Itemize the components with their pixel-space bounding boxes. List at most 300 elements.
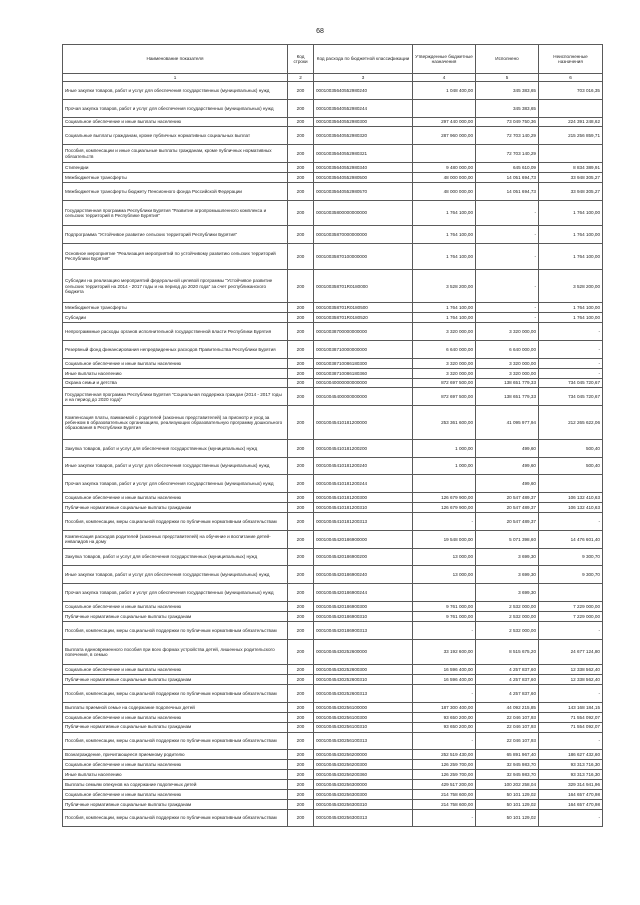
column-number: 1	[63, 74, 288, 82]
row-approved-cell: 9 761 000,00	[413, 602, 476, 612]
row-line-code-cell: 200	[288, 732, 314, 750]
row-budget-code-cell: 00010045420186900200	[314, 548, 413, 566]
row-budget-code-cell: 00010045430252600313	[314, 685, 413, 703]
row-line-code-cell: 200	[288, 406, 314, 440]
table-row	[63, 760, 603, 770]
row-line-code-cell: 200	[288, 584, 314, 602]
row-line-code-cell: 200	[288, 182, 314, 200]
row-executed-cell: 3 699,30	[476, 548, 539, 566]
row-budget-code-cell: 00010045430256200360	[314, 770, 413, 780]
row-budget-code-cell: 00010045430256300000	[314, 780, 413, 790]
row-remaining-cell: 500,40	[539, 439, 603, 457]
row-line-code-cell: 200	[288, 303, 314, 313]
row-name-cell: Иные закупки товаров, работ и услуг для обеспечения государственных (муниципальных) нужд	[63, 82, 288, 100]
row-line-code-cell: 200	[288, 530, 314, 548]
row-name-cell: Компенсация платы, взимаемой с родителей (законных представителей) за присмотр и уход за ребенком в образовательных организациях, реализующих образовательную программу дошкольного образования в Республике Бурятия	[63, 406, 288, 440]
row-approved-cell: 1 764 100,00	[413, 226, 476, 244]
row-executed-cell: 499,60	[476, 457, 539, 475]
row-name-cell: Закупка товаров, работ и услуг для обеспечения государственных (муниципальных) нужд	[63, 439, 288, 457]
row-remaining-cell: -	[539, 341, 603, 359]
row-name-cell: Публичные нормативные социальные выплаты гражданам	[63, 611, 288, 621]
row-name-cell: Стипендии	[63, 163, 288, 173]
row-budget-code-cell: 00010045410181200244	[314, 475, 413, 493]
row-approved-cell	[413, 99, 476, 117]
table-row	[63, 602, 603, 612]
row-budget-code-cell: 00010045410181200313	[314, 513, 413, 531]
row-name-cell: Иные закупки товаров, работ и услуг для обеспечения государственных (муниципальных) нужд	[63, 457, 288, 475]
header-name: Наименование показателя	[63, 45, 288, 74]
row-budget-code-cell: 00010045430256200000	[314, 750, 413, 760]
row-approved-cell: 16 596 400,00	[413, 675, 476, 685]
row-approved-cell	[413, 145, 476, 163]
table-row	[63, 244, 603, 270]
row-line-code-cell: 200	[288, 685, 314, 703]
table-row	[63, 665, 603, 675]
row-executed-cell: 2 532 000,00	[476, 621, 539, 639]
row-line-code-cell: 200	[288, 475, 314, 493]
row-line-code-cell: 200	[288, 117, 314, 127]
row-budget-code-cell: 00010045420186900244	[314, 584, 413, 602]
row-line-code-cell: 200	[288, 770, 314, 780]
row-remaining-cell: 14 476 601,40	[539, 530, 603, 548]
row-remaining-cell: 500,40	[539, 457, 603, 475]
table-row	[63, 685, 603, 703]
table-row	[63, 313, 603, 323]
row-budget-code-cell: 00010045420186900310	[314, 611, 413, 621]
row-name-cell: Субсидии на реализацию мероприятий федеральной целевой программы "Устойчивое развитие сельских территорий на 2014 - 2017 годы и на период до 2020 года" за счет республиканского бюджета	[63, 269, 288, 303]
row-line-code-cell: 200	[288, 639, 314, 665]
row-executed-cell: 645 610,09	[476, 163, 539, 173]
row-remaining-cell: -	[539, 809, 603, 827]
row-name-cell: Подпрограмма "Устойчивое развитие сельских территорий Республики Бурятия"	[63, 226, 288, 244]
row-name-cell: Пособия, компенсации и иные социальные выплаты гражданам, кроме публичных нормативных обязательств	[63, 145, 288, 163]
column-number: 2	[288, 74, 314, 82]
row-name-cell: Пособия, компенсации, меры социальной поддержки по публичным нормативным обязательствам	[63, 809, 288, 827]
row-name-cell: Вознаграждение, причитающееся приемному родителю	[63, 750, 288, 760]
table-row	[63, 99, 603, 117]
row-budget-code-cell: 00010045430252600310	[314, 675, 413, 685]
row-budget-code-cell: 00010045420186900300	[314, 602, 413, 612]
row-line-code-cell: 200	[288, 172, 314, 182]
row-approved-cell: 253 361 600,00	[413, 406, 476, 440]
row-executed-cell: 3 699,30	[476, 584, 539, 602]
row-name-cell: Государственная программа Республики Бурятия "Развитие агропромышленного комплекса и сельских территорий в Республике Бурятия"	[63, 200, 288, 226]
row-approved-cell: 126 679 900,00	[413, 493, 476, 503]
row-remaining-cell: 734 045 720,67	[539, 388, 603, 406]
row-remaining-cell: 143 168 184,15	[539, 702, 603, 712]
row-remaining-cell: -	[539, 358, 603, 368]
row-remaining-cell: 215 256 859,71	[539, 127, 603, 145]
row-budget-code-cell: 00010045410181200000	[314, 406, 413, 440]
row-name-cell: Прочая закупка товаров, работ и услуг для обеспечения государственных (муниципальных) нужд	[63, 99, 288, 117]
row-line-code-cell: 200	[288, 358, 314, 368]
row-line-code-cell: 200	[288, 665, 314, 675]
budget-execution-table	[62, 44, 603, 827]
table-row	[63, 513, 603, 531]
table-row	[63, 226, 603, 244]
row-name-cell: Выплаты семьям опекунов на содержание подопечных детей	[63, 780, 288, 790]
table-row	[63, 780, 603, 790]
row-line-code-cell: 200	[288, 799, 314, 809]
row-name-cell: Пособия, компенсации, меры социальной поддержки по публичным нормативным обязательствам	[63, 621, 288, 639]
row-name-cell: Социальное обеспечение и иные выплаты населению	[63, 712, 288, 722]
table-row	[63, 789, 603, 799]
row-executed-cell: 32 945 983,70	[476, 770, 539, 780]
row-name-cell: Иные закупки товаров, работ и услуг для обеспечения государственных (муниципальных) нужд	[63, 566, 288, 584]
row-name-cell: Социальное обеспечение и иные выплаты населению	[63, 760, 288, 770]
row-line-code-cell: 200	[288, 313, 314, 323]
column-number: 5	[476, 74, 539, 82]
row-executed-cell: 6 640 000,00	[476, 341, 539, 359]
row-remaining-cell: -	[539, 685, 603, 703]
table-row	[63, 722, 603, 732]
row-name-cell: Субсидии	[63, 313, 288, 323]
row-budget-code-cell: 00010040000000000000	[314, 378, 413, 388]
row-executed-cell: 72 703 140,29	[476, 145, 539, 163]
row-executed-cell: 32 945 983,70	[476, 760, 539, 770]
row-line-code-cell: 200	[288, 566, 314, 584]
table-row	[63, 127, 603, 145]
row-approved-cell: 126 259 700,00	[413, 770, 476, 780]
row-approved-cell: 297 440 000,00	[413, 117, 476, 127]
row-name-cell: Пособия, компенсации, меры социальной поддержки по публичным нормативным обязательствам	[63, 685, 288, 703]
row-budget-code-cell: 00010045410181200200	[314, 439, 413, 457]
column-number-row	[63, 74, 603, 82]
row-line-code-cell: 200	[288, 244, 314, 270]
row-name-cell: Непрограммные расходы органов исполнительной государственной власти Республики Бурятия	[63, 323, 288, 341]
table-row	[63, 770, 603, 780]
row-approved-cell: 872 697 500,00	[413, 378, 476, 388]
row-remaining-cell: 329 314 941,96	[539, 780, 603, 790]
row-remaining-cell: 71 554 092,07	[539, 722, 603, 732]
table-row	[63, 378, 603, 388]
row-approved-cell: 1 764 100,00	[413, 244, 476, 270]
row-remaining-cell	[539, 584, 603, 602]
row-line-code-cell: 200	[288, 780, 314, 790]
row-approved-cell: 3 320 000,00	[413, 323, 476, 341]
row-remaining-cell: 164 657 470,98	[539, 799, 603, 809]
row-remaining-cell: 3 528 200,00	[539, 269, 603, 303]
row-line-code-cell: 200	[288, 548, 314, 566]
row-line-code-cell: 200	[288, 341, 314, 359]
row-executed-cell: 50 101 129,02	[476, 799, 539, 809]
row-name-cell: Выплата единовременного пособия при всех формах устройства детей, лишенных родительского попечения, в семью	[63, 639, 288, 665]
row-name-cell: Социальные выплаты гражданам, кроме публичных нормативных социальных выплат	[63, 127, 288, 145]
table-row	[63, 145, 603, 163]
row-name-cell: Основное мероприятие "Реализация мероприятий по устойчивому развитию сельских территорий Республики Бурятия"	[63, 244, 288, 270]
table-row	[63, 566, 603, 584]
table-row	[63, 639, 603, 665]
row-remaining-cell: 24 677 124,80	[539, 639, 603, 665]
row-approved-cell: -	[413, 513, 476, 531]
row-name-cell: Социальное обеспечение и иные выплаты населению	[63, 493, 288, 503]
row-remaining-cell: 186 627 432,60	[539, 750, 603, 760]
row-approved-cell: 48 000 000,00	[413, 172, 476, 182]
row-line-code-cell: 200	[288, 611, 314, 621]
row-budget-code-cell: 00010038700000000000	[314, 323, 413, 341]
row-budget-code-cell: 00010045430252600300	[314, 665, 413, 675]
row-budget-code-cell: 000100358701R0180000	[314, 269, 413, 303]
row-remaining-cell: -	[539, 732, 603, 750]
row-budget-code-cell: 00010035640552980321	[314, 145, 413, 163]
row-line-code-cell: 200	[288, 127, 314, 145]
row-executed-cell: 499,60	[476, 439, 539, 457]
row-approved-cell: 214 758 600,00	[413, 799, 476, 809]
row-line-code-cell: 200	[288, 82, 314, 100]
row-executed-cell: -	[476, 303, 539, 313]
row-approved-cell: 126 259 700,00	[413, 760, 476, 770]
row-budget-code-cell: 000100358701R0180500	[314, 303, 413, 313]
header-remaining: Неисполненные назначения	[539, 45, 603, 74]
column-number: 6	[539, 74, 603, 82]
row-approved-cell: 3 528 200,00	[413, 269, 476, 303]
row-executed-cell: -	[476, 269, 539, 303]
row-executed-cell: 73 049 750,36	[476, 117, 539, 127]
row-name-cell: Межбюджетные трансферты	[63, 303, 288, 313]
row-line-code-cell: 200	[288, 712, 314, 722]
row-remaining-cell: 212 265 622,06	[539, 406, 603, 440]
row-name-cell: Социальное обеспечение и иные выплаты населению	[63, 358, 288, 368]
row-name-cell: Государственная программа Республики Бурятия "Социальная поддержка граждан (2014 - 2017 годы и на период до 2020 года)"	[63, 388, 288, 406]
row-line-code-cell: 200	[288, 702, 314, 712]
row-approved-cell: 252 519 430,00	[413, 750, 476, 760]
row-remaining-cell: 224 391 248,62	[539, 117, 603, 127]
table-row	[63, 323, 603, 341]
table-row	[63, 358, 603, 368]
row-name-cell: Социальное обеспечение и иные выплаты населению	[63, 117, 288, 127]
row-executed-cell: 345 383,65	[476, 82, 539, 100]
row-budget-code-cell: 00010038710000000000	[314, 341, 413, 359]
column-number: 4	[413, 74, 476, 82]
table-row	[63, 493, 603, 503]
row-executed-cell: -	[476, 313, 539, 323]
row-remaining-cell: 106 132 410,63	[539, 503, 603, 513]
row-budget-code-cell: 00010045430256300300	[314, 789, 413, 799]
row-name-cell: Пособия, компенсации, меры социальной поддержки по публичным нормативным обязательствам	[63, 732, 288, 750]
row-line-code-cell: 200	[288, 675, 314, 685]
row-budget-code-cell: 00010035640552980500	[314, 172, 413, 182]
table-row	[63, 182, 603, 200]
row-line-code-cell: 200	[288, 269, 314, 303]
table-row	[63, 388, 603, 406]
row-remaining-cell: 9 300,70	[539, 548, 603, 566]
row-remaining-cell: 734 045 720,67	[539, 378, 603, 388]
row-approved-cell: 9 480 000,00	[413, 163, 476, 173]
row-executed-cell: 20 547 489,37	[476, 493, 539, 503]
row-remaining-cell: 1 764 100,00	[539, 200, 603, 226]
row-approved-cell: 214 758 600,00	[413, 789, 476, 799]
row-executed-cell: 138 651 779,33	[476, 378, 539, 388]
row-name-cell: Межбюджетные трансферты бюджету Пенсионного фонда Российской Федерации	[63, 182, 288, 200]
row-approved-cell: 429 517 200,00	[413, 780, 476, 790]
row-line-code-cell: 200	[288, 388, 314, 406]
row-budget-code-cell: 00010035640552980300	[314, 117, 413, 127]
table-row	[63, 163, 603, 173]
row-line-code-cell: 200	[288, 602, 314, 612]
row-approved-cell: 93 650 200,00	[413, 722, 476, 732]
header-approved: Утвержденные бюджетные назначения	[413, 45, 476, 74]
row-budget-code-cell: 000100358701R0180520	[314, 313, 413, 323]
row-line-code-cell: 200	[288, 789, 314, 799]
row-budget-code-cell: 00010045420186900313	[314, 621, 413, 639]
table-row	[63, 368, 603, 378]
row-name-cell: Публичные нормативные социальные выплаты гражданам	[63, 799, 288, 809]
row-budget-code-cell: 00010045410181200310	[314, 503, 413, 513]
row-line-code-cell: 200	[288, 368, 314, 378]
row-approved-cell: 19 548 000,00	[413, 530, 476, 548]
row-approved-cell: 1 764 100,00	[413, 313, 476, 323]
row-budget-code-cell: 00010045430256200300	[314, 760, 413, 770]
row-name-cell: Социальное обеспечение и иные выплаты населению	[63, 789, 288, 799]
page-number: 68	[316, 28, 324, 35]
table-row	[63, 809, 603, 827]
row-name-cell: Пособия, компенсации, меры социальной поддержки по публичным нормативным обязательствам	[63, 513, 288, 531]
row-budget-code-cell: 00010035640552980320	[314, 127, 413, 145]
row-approved-cell: 126 679 900,00	[413, 503, 476, 513]
table-row	[63, 172, 603, 182]
row-approved-cell: -	[413, 621, 476, 639]
row-executed-cell: 22 046 107,93	[476, 722, 539, 732]
row-remaining-cell: 1 764 100,00	[539, 303, 603, 313]
row-name-cell: Иные выплаты населению	[63, 770, 288, 780]
table-row	[63, 621, 603, 639]
row-approved-cell: 872 697 500,00	[413, 388, 476, 406]
row-line-code-cell: 200	[288, 439, 314, 457]
row-name-cell: Межбюджетные трансферты	[63, 172, 288, 182]
row-remaining-cell	[539, 475, 603, 493]
row-remaining-cell: 33 948 305,27	[539, 182, 603, 200]
table-row	[63, 269, 603, 303]
row-executed-cell: -	[476, 200, 539, 226]
row-approved-cell: 1 764 100,00	[413, 200, 476, 226]
row-remaining-cell: 7 229 000,00	[539, 611, 603, 621]
table-row	[63, 439, 603, 457]
row-budget-code-cell: 00010045420186900000	[314, 530, 413, 548]
row-executed-cell: 20 547 489,37	[476, 503, 539, 513]
row-executed-cell: -	[476, 226, 539, 244]
row-remaining-cell: 93 313 716,30	[539, 760, 603, 770]
table-row	[63, 732, 603, 750]
row-remaining-cell: 93 313 716,30	[539, 770, 603, 780]
table-row	[63, 341, 603, 359]
row-approved-cell: 1 048 400,00	[413, 82, 476, 100]
row-budget-code-cell: 00010045410181200300	[314, 493, 413, 503]
row-name-cell: Резервный фонд финансирования непредвиденных расходов Правительства Республики Бурятия	[63, 341, 288, 359]
row-budget-code-cell: 00010035870000000000	[314, 226, 413, 244]
row-approved-cell: -	[413, 732, 476, 750]
row-remaining-cell: -	[539, 368, 603, 378]
row-remaining-cell: 7 229 000,00	[539, 602, 603, 612]
row-name-cell: Социальное обеспечение и иные выплаты населению	[63, 602, 288, 612]
header-budget-code: Код расхода по бюджетной классификации	[314, 45, 413, 74]
row-line-code-cell: 200	[288, 750, 314, 760]
row-executed-cell: 499,60	[476, 475, 539, 493]
row-executed-cell: 138 651 779,33	[476, 388, 539, 406]
header-row	[63, 45, 603, 74]
row-executed-cell: 22 046 107,93	[476, 712, 539, 722]
row-budget-code-cell: 00010035640552980240	[314, 82, 413, 100]
row-executed-cell: 3 320 000,00	[476, 323, 539, 341]
table-row	[63, 457, 603, 475]
header-line-code: Код строки	[288, 45, 314, 74]
row-executed-cell: 50 101 129,02	[476, 789, 539, 799]
table-row	[63, 303, 603, 313]
row-executed-cell: 100 202 258,04	[476, 780, 539, 790]
row-remaining-cell: 1 764 100,00	[539, 226, 603, 244]
row-budget-code-cell: 00010045430256100300	[314, 712, 413, 722]
row-executed-cell: -	[476, 244, 539, 270]
row-budget-code-cell: 00010035800000000000	[314, 200, 413, 226]
table-row	[63, 548, 603, 566]
row-budget-code-cell: 00010045430256300313	[314, 809, 413, 827]
row-approved-cell: -	[413, 685, 476, 703]
table-row	[63, 475, 603, 493]
row-budget-code-cell: 00010045430252600000	[314, 639, 413, 665]
row-line-code-cell: 200	[288, 809, 314, 827]
row-remaining-cell: 33 948 305,27	[539, 172, 603, 182]
row-name-cell: Публичные нормативные социальные выплаты гражданам	[63, 675, 288, 685]
row-line-code-cell: 200	[288, 760, 314, 770]
row-name-cell: Компенсация расходов родителей (законных представителей) на обучение и воспитание детей-инвалидов на дому	[63, 530, 288, 548]
row-remaining-cell: 71 554 092,07	[539, 712, 603, 722]
row-executed-cell: 3 699,30	[476, 566, 539, 584]
row-budget-code-cell: 00010045400000000000	[314, 388, 413, 406]
row-approved-cell: 3 320 000,00	[413, 358, 476, 368]
row-remaining-cell: 1 764 100,00	[539, 244, 603, 270]
row-executed-cell: 2 532 000,00	[476, 611, 539, 621]
row-line-code-cell: 200	[288, 200, 314, 226]
row-name-cell: Публичные нормативные социальные выплаты гражданам	[63, 503, 288, 513]
table-row	[63, 200, 603, 226]
row-approved-cell: 13 000,00	[413, 548, 476, 566]
row-approved-cell: 187 300 400,00	[413, 702, 476, 712]
row-approved-cell: 1 000,00	[413, 457, 476, 475]
row-approved-cell: 3 320 000,00	[413, 368, 476, 378]
row-line-code-cell: 200	[288, 145, 314, 163]
row-executed-cell: 50 101 129,02	[476, 809, 539, 827]
row-executed-cell: 3 320 000,00	[476, 368, 539, 378]
row-line-code-cell: 200	[288, 722, 314, 732]
row-approved-cell: 16 596 400,00	[413, 665, 476, 675]
row-budget-code-cell: 00010038710086180300	[314, 358, 413, 368]
row-remaining-cell: 703 016,35	[539, 82, 603, 100]
row-remaining-cell: 12 338 562,40	[539, 665, 603, 675]
row-budget-code-cell: 00010045430256100313	[314, 732, 413, 750]
table-row	[63, 750, 603, 760]
row-name-cell: Выплаты приемной семье на содержание подопечных детей	[63, 702, 288, 712]
row-remaining-cell: 164 657 470,98	[539, 789, 603, 799]
row-executed-cell: 44 092 215,85	[476, 702, 539, 712]
table-row	[63, 406, 603, 440]
row-remaining-cell: 12 338 562,40	[539, 675, 603, 685]
row-budget-code-cell: 00010038710086180360	[314, 368, 413, 378]
column-number: 3	[314, 74, 413, 82]
table-row	[63, 530, 603, 548]
row-approved-cell: 33 192 600,00	[413, 639, 476, 665]
row-executed-cell: 8 515 675,20	[476, 639, 539, 665]
row-executed-cell: 65 891 967,40	[476, 750, 539, 760]
row-budget-code-cell: 00010035870100000000	[314, 244, 413, 270]
table-row	[63, 117, 603, 127]
table-row	[63, 611, 603, 621]
row-executed-cell: 14 051 694,73	[476, 172, 539, 182]
row-name-cell: Охрана семьи и детства	[63, 378, 288, 388]
table-row	[63, 799, 603, 809]
row-line-code-cell: 200	[288, 621, 314, 639]
row-approved-cell: 287 960 000,00	[413, 127, 476, 145]
table-row	[63, 503, 603, 513]
row-executed-cell: 22 046 107,93	[476, 732, 539, 750]
